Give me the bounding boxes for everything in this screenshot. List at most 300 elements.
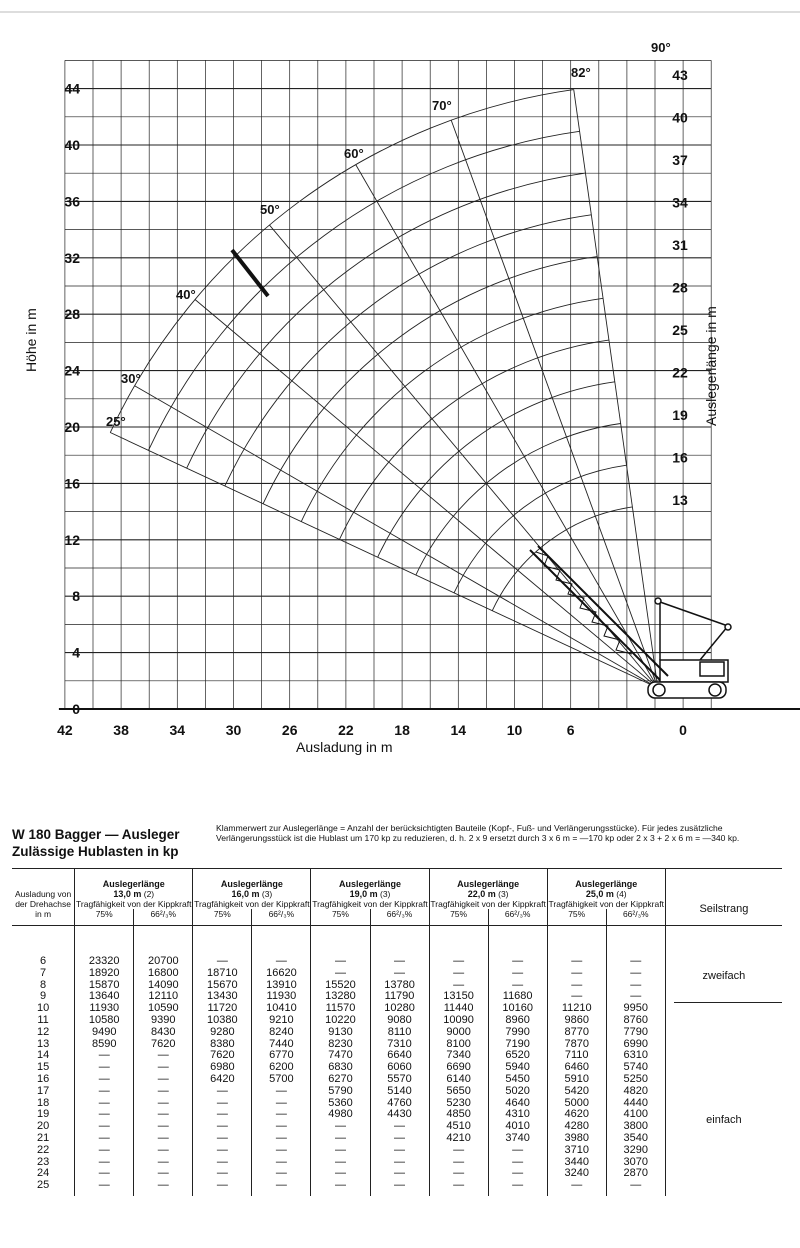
radius-value: 9 <box>40 990 47 1003</box>
load-value: 8380 <box>210 1037 235 1050</box>
angle-label: 50° <box>260 202 280 217</box>
load-value: — <box>512 1143 524 1156</box>
load-value: 4510 <box>446 1120 471 1133</box>
load-value: 6990 <box>623 1037 649 1050</box>
crane-excavator-drawing <box>232 250 731 698</box>
load-value: — <box>630 990 642 1003</box>
radius-value: 6 <box>40 955 47 967</box>
load-value: 6980 <box>210 1061 235 1074</box>
load-value: 6520 <box>505 1049 530 1062</box>
boom-length-tick-label: 31 <box>672 237 688 253</box>
load-value: 13640 <box>88 990 120 1003</box>
load-value: — <box>334 955 346 967</box>
y-tick-label: 20 <box>64 419 80 435</box>
load-value: 3710 <box>564 1143 589 1156</box>
y-tick-label: 0 <box>72 701 80 717</box>
boom-length-tick-label: 37 <box>672 152 688 168</box>
radius-value: 15 <box>36 1061 50 1074</box>
y-tick-label: 32 <box>64 249 80 266</box>
load-value: — <box>394 1131 406 1144</box>
load-value: 3070 <box>623 1155 649 1168</box>
load-value: — <box>216 1084 228 1097</box>
load-value: 5910 <box>564 1072 589 1085</box>
load-value: — <box>275 1179 287 1192</box>
load-value: — <box>157 1061 169 1074</box>
load-value: — <box>512 1179 524 1192</box>
y-tick-label: 16 <box>64 475 80 492</box>
angle-label: 90° <box>651 40 671 55</box>
load-value: — <box>453 1167 465 1180</box>
load-value: 10280 <box>384 1002 415 1015</box>
load-value: 6830 <box>328 1061 353 1074</box>
angle-label: 30° <box>121 371 141 386</box>
load-value: — <box>98 1143 110 1156</box>
load-value: 10090 <box>443 1013 474 1026</box>
x-tick-label: 42 <box>57 722 73 738</box>
load-value: — <box>334 1167 346 1180</box>
boom-length-tick-label: 19 <box>672 407 688 423</box>
load-value: 7110 <box>564 1049 589 1062</box>
load-value: 7470 <box>328 1049 353 1062</box>
load-value: 7790 <box>623 1025 649 1038</box>
load-value: 6270 <box>328 1072 353 1085</box>
table-note: Klammerwert zur Auslegerlänge = Anzahl der berücksichtigten Bauteile (Kopf-, Fuß- und Verlängerungsstücke). Für jedes zusätzliche Verlängerungsstück ist die Hublast um 170 kp zu reduzieren, d. h. 2 x 9 ersetzt durch 3 x 6 m = —170 kp oder 2 x 3 + 2 x 6 m = —340 kp. <box>216 823 740 843</box>
y-tick-label: 24 <box>64 362 80 379</box>
load-value: 7440 <box>269 1037 294 1050</box>
load-value: 5000 <box>564 1096 589 1109</box>
y-tick-label: 12 <box>64 531 80 548</box>
radius-value: 18 <box>36 1096 50 1109</box>
load-value: — <box>571 978 583 991</box>
load-value: 4010 <box>505 1120 530 1133</box>
radius-value: 24 <box>36 1167 50 1180</box>
load-value: — <box>571 955 583 967</box>
boom-length-tick-label: 34 <box>672 194 688 211</box>
data-column <box>311 926 370 1197</box>
boom-length-ticks <box>672 67 688 508</box>
y-tick-label: 40 <box>64 137 80 153</box>
load-value: 13780 <box>384 978 415 991</box>
load-value: — <box>394 1120 406 1133</box>
load-value: 5700 <box>269 1072 294 1085</box>
load-value: 9860 <box>564 1013 589 1026</box>
load-value: 15520 <box>325 978 356 991</box>
rope-header: Seilstrang <box>699 903 749 915</box>
boom-label: Auslegerlänge <box>102 879 165 889</box>
boom-length-arc <box>110 90 573 433</box>
boom-length-tick-label: 25 <box>672 322 688 338</box>
radius-value: 21 <box>36 1131 50 1144</box>
angle-label: 82° <box>571 65 591 80</box>
load-value: 9490 <box>91 1025 117 1038</box>
load-value: 3440 <box>564 1155 589 1168</box>
load-value: — <box>98 1131 110 1144</box>
load-value: 10580 <box>88 1013 120 1026</box>
load-value: 7620 <box>151 1037 176 1050</box>
rope-single: einfach <box>706 1114 742 1126</box>
load-value: 11680 <box>502 990 533 1003</box>
load-value: 3740 <box>505 1131 530 1144</box>
radius-value: 11 <box>37 1013 49 1026</box>
load-value: 8960 <box>505 1013 530 1026</box>
load-value: 4620 <box>564 1108 589 1121</box>
load-value: 6640 <box>387 1049 412 1062</box>
load-value: 7870 <box>564 1037 589 1050</box>
load-value: 11930 <box>89 1002 120 1015</box>
load-value: 10160 <box>502 1002 533 1015</box>
radius-value: 13 <box>36 1037 50 1050</box>
load-value: 11930 <box>266 990 297 1003</box>
y-axis-label: Höhe in m <box>23 308 39 372</box>
load-value: — <box>630 1179 642 1192</box>
x-tick-label: 34 <box>169 722 186 738</box>
radius-column <box>12 926 75 1197</box>
right-axis-label: Auslegerlänge in m <box>703 306 719 426</box>
load-value: — <box>216 1131 228 1144</box>
load-value: — <box>512 1167 524 1180</box>
load-value: 4440 <box>623 1096 649 1109</box>
load-value: — <box>453 978 465 991</box>
load-value: 8590 <box>91 1037 117 1050</box>
load-value: 5420 <box>564 1084 589 1097</box>
load-value: 15870 <box>88 978 120 991</box>
x-tick-label: 6 <box>566 722 575 738</box>
load-value: 6420 <box>210 1072 235 1085</box>
load-value: — <box>334 1143 346 1156</box>
load-value: 4850 <box>446 1108 471 1121</box>
load-value: 7340 <box>446 1049 471 1062</box>
radius-value: 7 <box>40 966 47 979</box>
radius-value: 10 <box>36 1002 50 1015</box>
radius-value: 22 <box>36 1143 50 1156</box>
load-value: — <box>216 955 228 967</box>
load-value: 4980 <box>328 1108 353 1121</box>
load-value: 16800 <box>147 966 179 979</box>
load-value: 6060 <box>387 1061 412 1074</box>
load-value: 18920 <box>88 966 120 979</box>
load-value: — <box>98 1179 110 1192</box>
y-tick-label: 28 <box>64 306 80 323</box>
load-value: — <box>98 1084 110 1097</box>
load-value: — <box>394 1167 406 1180</box>
boom-header-19: Auslegerlänge 19,0 m (3) Tragfähigkeit von der Kippkraft <box>311 869 429 910</box>
load-value: 23320 <box>88 955 120 967</box>
data-column <box>370 926 429 1197</box>
data-column <box>429 926 488 1197</box>
load-value: 3290 <box>623 1143 649 1156</box>
boom-length-tick-label: 43 <box>672 67 688 83</box>
load-value: 14090 <box>147 978 179 991</box>
rope-column <box>665 926 782 1197</box>
load-value: — <box>216 1120 228 1133</box>
table-title <box>12 826 180 860</box>
load-value: 9950 <box>623 1002 649 1015</box>
radius-value: 14 <box>36 1049 50 1062</box>
boom-angle-line <box>195 300 658 688</box>
load-value: 8430 <box>151 1025 176 1038</box>
rope-double: zweifach <box>702 970 746 982</box>
y-tick-label: 36 <box>64 193 80 210</box>
load-value: — <box>453 1179 465 1192</box>
load-value: 7990 <box>505 1025 530 1038</box>
load-value: 5140 <box>387 1084 412 1097</box>
load-value: — <box>275 1143 287 1156</box>
load-value: — <box>334 1179 346 1192</box>
load-value: — <box>157 1096 169 1109</box>
load-value: 10410 <box>266 1002 297 1015</box>
angle-label: 70° <box>432 98 452 113</box>
angle-label: 25° <box>106 414 126 429</box>
load-value: 7310 <box>387 1037 412 1050</box>
load-value: 9000 <box>446 1025 471 1038</box>
load-value: — <box>216 1143 228 1156</box>
load-value: — <box>275 1155 287 1168</box>
load-value: — <box>216 1179 228 1192</box>
load-value: — <box>157 1131 169 1144</box>
load-value: 5650 <box>446 1084 471 1097</box>
angle-label: 40° <box>176 287 196 302</box>
load-value: 3540 <box>623 1131 649 1144</box>
boom-angle-line <box>574 90 658 688</box>
data-column <box>75 926 134 1197</box>
load-value: 3980 <box>564 1131 589 1144</box>
load-value: 6460 <box>564 1061 589 1074</box>
data-column <box>134 926 193 1197</box>
load-value: 18710 <box>207 966 238 979</box>
load-value: — <box>453 955 465 967</box>
x-tick-label: 10 <box>506 722 523 738</box>
load-value: 7190 <box>505 1037 530 1050</box>
load-value: 6770 <box>269 1049 294 1062</box>
load-value: — <box>157 1167 169 1180</box>
boom-angle-line <box>356 165 658 688</box>
load-value: — <box>216 1096 228 1109</box>
load-value: — <box>334 1155 346 1168</box>
load-value: 5250 <box>623 1072 649 1085</box>
load-value: 16620 <box>266 966 297 979</box>
boom-header-16: Auslegerlänge 16,0 m (3) Tragfähigkeit von der Kippkraft <box>193 869 311 910</box>
load-value: 4100 <box>623 1108 649 1121</box>
radius-value: 19 <box>36 1108 50 1121</box>
angle-label: 60° <box>344 146 364 161</box>
load-value: — <box>630 978 642 991</box>
load-value: — <box>512 1155 524 1168</box>
load-value: 6200 <box>269 1061 294 1074</box>
load-value: — <box>453 1143 465 1156</box>
load-value: — <box>275 1120 287 1133</box>
title-line-2: Zulässige Hublasten in kp <box>12 844 179 859</box>
boom-angle-line <box>110 433 658 688</box>
load-value: 5940 <box>505 1061 530 1074</box>
radius-value: 12 <box>36 1025 50 1038</box>
load-value: — <box>98 1049 110 1062</box>
load-value: — <box>275 1084 287 1097</box>
load-value: 4640 <box>505 1096 530 1109</box>
load-value: 8230 <box>328 1037 353 1050</box>
load-value: 15670 <box>207 978 238 991</box>
load-value: — <box>275 1131 287 1144</box>
boom-length-tick-label: 13 <box>672 492 688 508</box>
load-value: — <box>630 966 642 979</box>
y-tick-label: 44 <box>64 80 80 97</box>
radius-value: 25 <box>36 1179 50 1192</box>
load-value: — <box>394 966 406 979</box>
load-value: 4430 <box>387 1108 412 1121</box>
boom-length-arcs <box>110 90 632 611</box>
load-value: 9130 <box>328 1025 353 1038</box>
pct-75: 75% <box>75 909 134 926</box>
load-value: — <box>394 955 406 967</box>
radius-value: 23 <box>36 1155 50 1168</box>
boom-header-13: Auslegerlänge 13,0 m (2) Tragfähigkeit von der Kippkraft <box>75 869 193 910</box>
load-value: — <box>275 1167 287 1180</box>
load-value: 7620 <box>210 1049 235 1062</box>
load-value: 9280 <box>210 1025 235 1038</box>
load-value: 8110 <box>387 1025 412 1038</box>
load-value: 11790 <box>384 990 415 1003</box>
load-value: 20700 <box>147 955 179 967</box>
load-value: — <box>157 1143 169 1156</box>
boom-header-22: Auslegerlänge 22,0 m (3) Tragfähigkeit von der Kippkraft <box>429 869 547 910</box>
load-value: 4310 <box>505 1108 530 1121</box>
load-value: 10590 <box>147 1002 179 1015</box>
x-tick-label: 14 <box>450 722 467 738</box>
x-tick-label: 18 <box>394 722 410 738</box>
load-value: 3240 <box>564 1167 589 1180</box>
load-value: 5790 <box>328 1084 353 1097</box>
boom-header-25: Auslegerlänge 25,0 m (4) Tragfähigkeit von der Kippkraft <box>547 869 665 910</box>
load-value: — <box>98 1061 110 1074</box>
load-value: — <box>98 1167 110 1180</box>
load-value: — <box>394 1155 406 1168</box>
load-value: — <box>98 1108 110 1121</box>
load-value: — <box>453 966 465 979</box>
load-value: — <box>512 966 524 979</box>
load-value: 12110 <box>148 990 179 1003</box>
load-value: 10220 <box>325 1013 356 1026</box>
load-value: — <box>157 1120 169 1133</box>
load-value: 6690 <box>446 1061 471 1074</box>
load-value: 11570 <box>325 1002 356 1015</box>
boom-length-tick-label: 28 <box>672 279 688 296</box>
x-tick-label: 0 <box>679 722 687 738</box>
load-value: 5450 <box>505 1072 530 1085</box>
load-value: 5020 <box>505 1084 530 1097</box>
load-value: — <box>98 1155 110 1168</box>
load-value: 4820 <box>623 1084 649 1097</box>
load-value: — <box>512 955 524 967</box>
load-value: 4210 <box>446 1131 471 1144</box>
radius-column-header: Ausladung von der Drehachse in m <box>12 869 75 926</box>
load-value: — <box>157 1049 169 1062</box>
data-column <box>252 926 311 1197</box>
load-value: 4760 <box>387 1096 412 1109</box>
load-value: 8770 <box>564 1025 589 1038</box>
load-value: — <box>157 1108 169 1121</box>
load-value: — <box>453 1155 465 1168</box>
load-value: — <box>275 955 287 967</box>
data-column <box>193 926 252 1197</box>
radius-value: 16 <box>36 1072 50 1085</box>
load-value: 10380 <box>207 1013 238 1026</box>
load-value: 13430 <box>207 990 238 1003</box>
load-value: — <box>216 1108 228 1121</box>
load-value: — <box>157 1084 169 1097</box>
load-value: — <box>571 990 583 1003</box>
load-value: 9390 <box>151 1013 176 1026</box>
x-tick-label: 22 <box>338 722 354 738</box>
load-value: — <box>394 1143 406 1156</box>
pct-66: 66²/₃% <box>134 909 193 926</box>
load-value: — <box>157 1072 169 1085</box>
data-column <box>606 926 665 1197</box>
radius-value: 8 <box>40 978 47 991</box>
boom-length-tick-label: 16 <box>672 449 688 466</box>
boom-length-tick-label: 22 <box>672 364 688 381</box>
load-value: — <box>98 1072 110 1085</box>
load-value: 11720 <box>207 1002 238 1015</box>
radius-value: 17 <box>36 1084 50 1097</box>
y-tick-label: 8 <box>72 588 80 605</box>
x-axis-ticks <box>57 722 687 738</box>
load-value: — <box>275 1096 287 1109</box>
radius-value: 20 <box>36 1120 50 1133</box>
load-value: — <box>98 1096 110 1109</box>
load-value: — <box>157 1155 169 1168</box>
load-value: — <box>334 966 346 979</box>
load-value: 8240 <box>269 1025 294 1038</box>
load-value: — <box>571 1179 583 1192</box>
load-value: — <box>275 1108 287 1121</box>
boom-angle-line <box>135 386 658 688</box>
load-value: 13910 <box>266 978 297 991</box>
load-value: 6140 <box>446 1072 471 1085</box>
load-value: — <box>512 978 524 991</box>
x-axis-label: Ausladung in m <box>296 739 393 755</box>
load-table: Ausladung von der Drehachse in m Auslegerlänge 13,0 m (2) Tragfähigkeit von der Kippkraft Auslegerlänge 16,0 m (3) Tragfähigkeit von der Kippkraft Auslegerlänge 19,0 m (3) Tragfähigkeit von der Kippkraft Auslegerlänge 22,0 m (3) Tragfähigkeit von der Kippkraft Auslegerlänge 25,0 m (4) Tragfähigkeit von der Kippkraft Seilstrang 75% 66²/₃% 75% 66²/₃% 75% 66²/₃% 75% 66²/₃% 75% 66²/₃% 6 7 8 9 10 11 12 13 14 15 16 17 18 19 20 21 22 23 24 25 23320 18920 15870 13640 11930 10580 9490 8590 — — — — — — — — — — — — 20700 16800 14090 12110 10590 9390 8430 7620 — — — — — — — — — — — — — 18710 15670 13430 11720 10380 9280 8380 7620 6980 6420 — — — — — — — — — — 16620 13910 11930 10410 9210 8240 7440 6770 6200 5700 — — — — — — — — — — — 15520 13280 11570 10220 9130 8230 7470 6830 6270 5790 5360 4980 — — — — — — — — 13780 11790 10280 9080 8110 7310 6640 6060 5570 5140 4760 4430 — — — — — — — — — 13150 11440 10090 9000 8100 7340 6690 6140 5650 5230 4850 4510 4210 — — — — — — — 11680 10160 8960 7990 7190 6520 5940 5450 5020 4640 4310 4010 3740 — — — — — — — — 11210 9860 8770 7870 7110 6460 5910 5420 5000 4620 4280 3980 3710 3440 3240 — — — — — 9950 8760 7790 6990 6310 5740 5250 4820 4440 4100 3800 3540 3290 3070 2870 — zweifach einfach <box>12 868 782 1196</box>
load-value: 8100 <box>446 1037 471 1050</box>
load-value: 8760 <box>623 1013 649 1026</box>
x-tick-label: 30 <box>225 722 242 738</box>
load-value: — <box>334 1120 346 1133</box>
load-value: 5740 <box>623 1061 649 1074</box>
load-value: 4280 <box>564 1120 589 1133</box>
load-value: — <box>157 1179 169 1192</box>
load-value: 2870 <box>623 1167 649 1180</box>
load-value: — <box>571 966 583 979</box>
load-value: 9210 <box>269 1013 294 1026</box>
rope-divider <box>674 1002 782 1003</box>
load-value: 6310 <box>623 1049 649 1062</box>
load-value: — <box>394 1179 406 1192</box>
load-value: — <box>334 1131 346 1144</box>
data-column <box>488 926 547 1197</box>
load-value: — <box>216 1167 228 1180</box>
load-value: — <box>216 1155 228 1168</box>
title-line-1: W 180 Bagger — Ausleger <box>12 827 180 842</box>
load-value: 5230 <box>446 1096 471 1109</box>
y-tick-label: 4 <box>72 644 80 661</box>
boom-length-tick-label: 40 <box>672 109 688 126</box>
load-value: — <box>630 955 642 967</box>
data-column <box>547 926 606 1197</box>
load-value: 11440 <box>443 1002 474 1015</box>
load-value: 5360 <box>328 1096 353 1109</box>
boom-angle-lines <box>110 90 658 688</box>
load-value: — <box>98 1120 110 1133</box>
load-value: 5570 <box>387 1072 412 1085</box>
load-value: 13280 <box>325 990 356 1003</box>
